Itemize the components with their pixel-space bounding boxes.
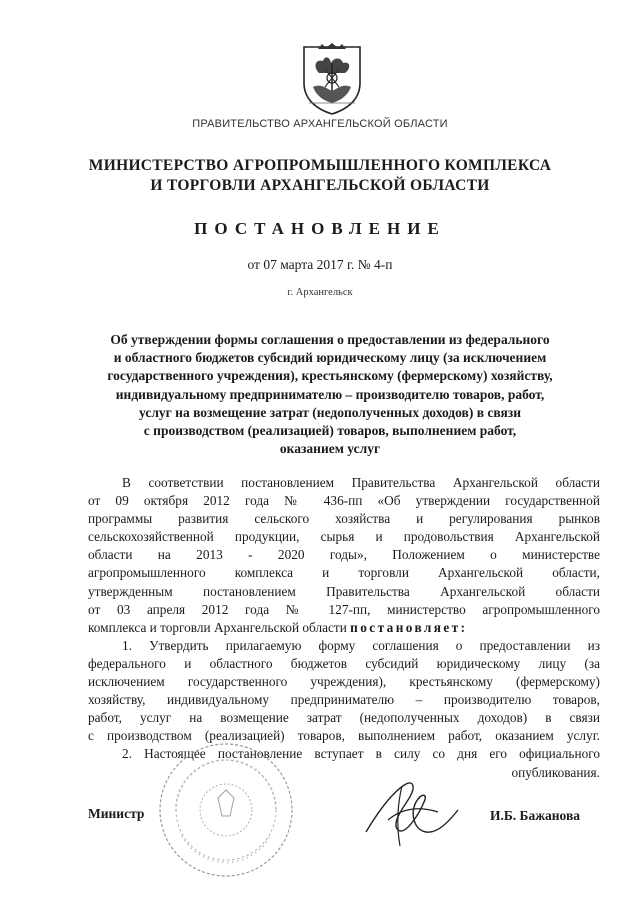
item1-line: хозяйству, индивидуальному предпринимателю – производителю товаров, (88, 692, 600, 708)
subject-line: индивидуальному предпринимателю – производителю товаров, работ, (115, 386, 545, 402)
subject-line: Об утверждении формы соглашения о предоставлении из федерального (110, 332, 550, 347)
item1-line: исключением государственного учреждения), крестьянскому (фермерскому) (88, 674, 600, 690)
item1-line: с производством (реализацией) товаров, выполнением работ, оказанием услуг. (88, 728, 600, 744)
decree-body (88, 474, 600, 782)
subject-line: и областного бюджетов субсидий юридическому лицу (за исключением (113, 350, 547, 366)
subject-line: государственного учреждения), крестьянскому (фермерскому) хозяйству, (107, 368, 553, 384)
decree-date-number: от 07 марта 2017 г. № 4-п (247, 257, 393, 272)
preamble-line: В соответствии постановлением Правительства Архангельской области (122, 475, 600, 490)
preamble-line: области на 2013 - 2020 годы», Положением о министерстве (88, 547, 600, 563)
preamble-line: агропромышленного комплекса и торговли Архангельской области, (88, 565, 600, 581)
coat-of-arms-emblem (299, 43, 365, 115)
decree-subject (60, 331, 600, 458)
item1-line: работ, услуг на возмещение затрат (недополученных доходов) в связи (88, 710, 600, 726)
decree-city: г. Архангельск (287, 287, 353, 298)
subject-line: оказанием услуг (279, 441, 381, 457)
handwritten-signature (358, 772, 466, 852)
preamble-line: сельскохозяйственной продукции, сырья и продовольствия Архангельской (88, 529, 600, 545)
item1-line: федерального и областного бюджетов субсидий юридическому лицу (за (88, 655, 600, 671)
preamble-line: программы развития сельского хозяйства и регулирования рынков (88, 511, 600, 527)
decree-heading: ПОСТАНОВЛЕНИЕ (194, 219, 446, 238)
ministry-title-line: И ТОРГОВЛИ АРХАНГЕЛЬСКОЙ ОБЛАСТИ (150, 177, 490, 194)
preamble-line: от 03 апреля 2012 года № 127-пп, министерство агропромышленного (88, 601, 600, 617)
item2-line: опубликования. (511, 764, 600, 780)
signatory-name: И.Б. Бажанова (490, 808, 580, 823)
preamble-line: комплекса и торговли Архангельской области (88, 619, 347, 635)
subject-line: услуг на возмещение затрат (недополученных доходов) в связи (139, 404, 521, 420)
preamble-line: утвержденным постановлением Правительства Архангельской области (88, 583, 600, 599)
resolves-word: постановляет: (350, 619, 468, 635)
signatory-position: Министр (88, 806, 145, 821)
subject-line: с производством (реализацией) товаров, выполнением работ, (143, 423, 517, 439)
official-seal-stamp (156, 740, 296, 880)
government-title: ПРАВИТЕЛЬСТВО АРХАНГЕЛЬСКОЙ ОБЛАСТИ (192, 118, 448, 130)
ministry-title (0, 156, 640, 196)
ministry-title-line: МИНИСТЕРСТВО АГРОПРОМЫШЛЕННОГО КОМПЛЕКСА (88, 157, 552, 174)
preamble-final-line (88, 619, 600, 637)
item1-line: 1. Утвердить прилагаемую форму соглашения о предоставлении из (122, 637, 600, 653)
item2-line: 2. Настоящее постановление вступает в силу со дня его официального (122, 746, 600, 762)
preamble-line: от 09 октября 2012 года № 436-пп «Об утверждении государственной (88, 493, 600, 509)
